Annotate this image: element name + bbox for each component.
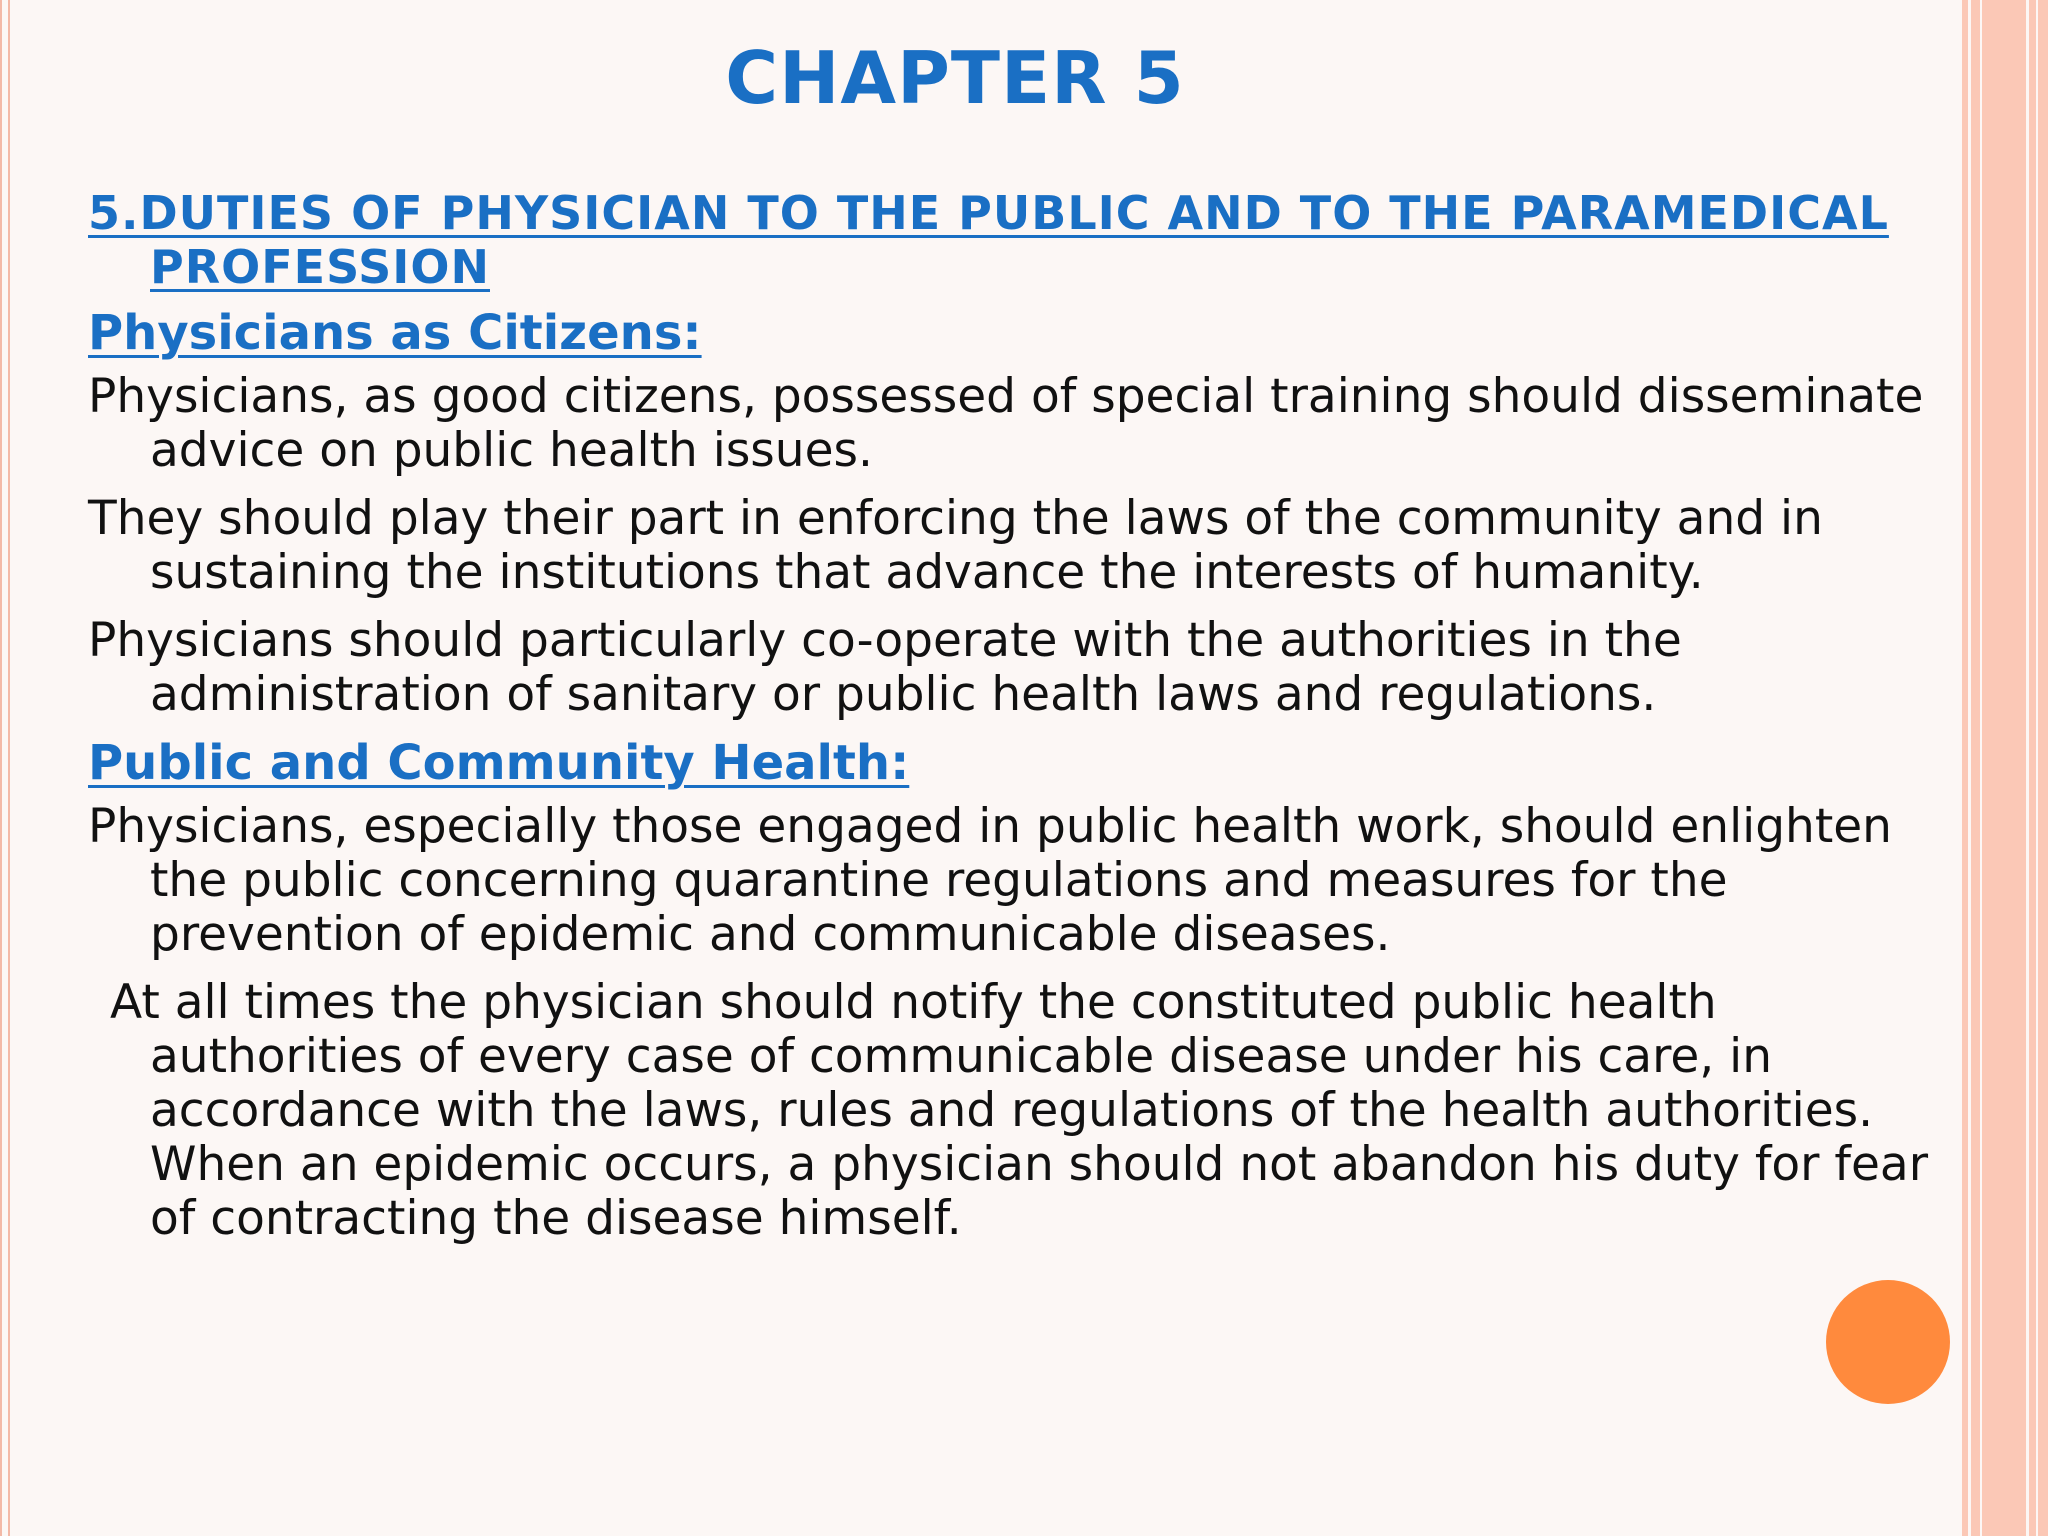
right-decorative-band — [1962, 0, 2048, 1536]
slide-content — [88, 186, 1958, 1260]
band-stripe — [2036, 0, 2038, 1536]
band-stripe — [1968, 0, 1971, 1536]
public-health-heading: Public and Community Health: — [88, 735, 910, 791]
citizens-paragraph-2: They should play their part in enforcing the laws of the community and in sustaining the institutions that advance the interests of humanity. — [88, 491, 1823, 600]
citizens-paragraph-3: Physicians should particularly co-operate with the authorities in the administration of sanitary or public health laws and regulations. — [88, 613, 1682, 722]
citizens-paragraph-1: Physicians, as good citizens, possessed of special training should disseminate advice on public health issues. — [88, 369, 1924, 478]
citizens-heading: Physicians as Citizens: — [88, 305, 702, 361]
band-stripe — [2026, 0, 2029, 1536]
left-edge-border — [0, 0, 10, 1536]
main-section-heading: 5.DUTIES OF PHYSICIAN TO THE PUBLIC AND TO THE PARAMEDICAL PROFESSION — [88, 186, 1889, 294]
public-health-paragraph-1: Physicians, especially those engaged in public health work, should enlighten the public concerning quarantine regulations and measures for the prevention of epidemic and communicable diseases. — [88, 799, 1892, 962]
orange-accent-circle — [1826, 1280, 1950, 1404]
slide-title: CHAPTER 5 — [725, 36, 1185, 120]
band-stripe — [1980, 0, 1982, 1536]
public-health-paragraph-2: At all times the physician should notify the constituted public health authorities of every case of communicable disease under his care, in accordance with the laws, rules and regulations of the health authorities. When an epidemic occurs, a physician should not abandon his duty for fear of contracting the disease himself. — [110, 975, 1929, 1246]
